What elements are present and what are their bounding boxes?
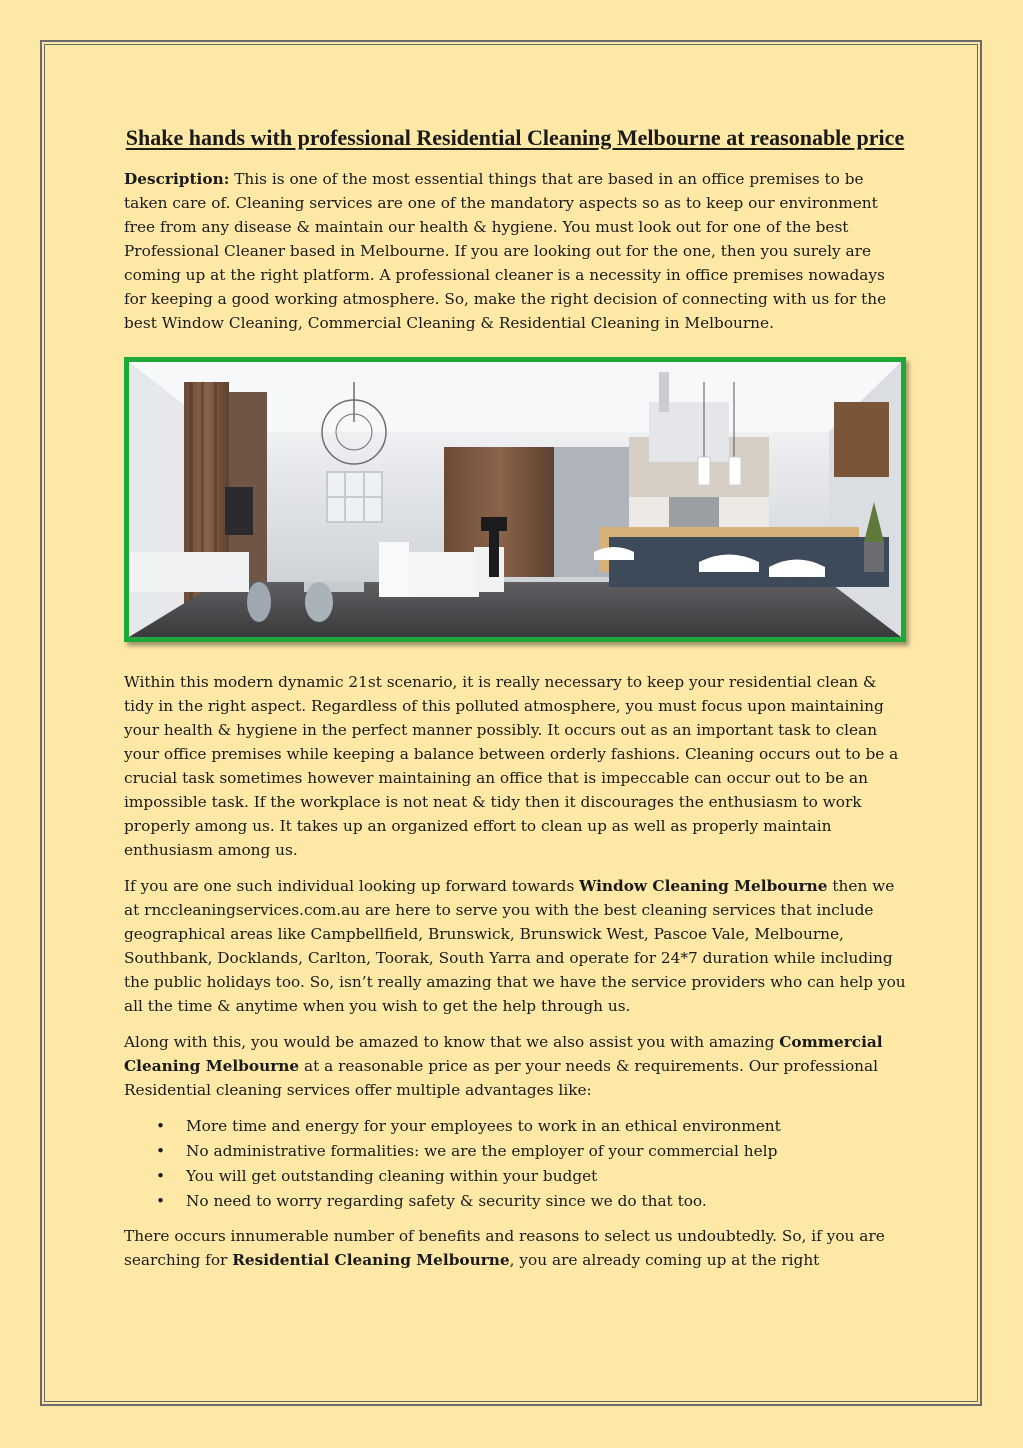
residential-cleaning-keyword: Residential Cleaning Melbourne [232,1251,510,1269]
paragraph-window-cleaning-text-1: If you are one such individual looking up forward towards [124,877,580,895]
paragraph-window-cleaning [124,874,906,1018]
list-item [156,1164,906,1189]
bullet-icon: • [156,1117,166,1135]
list-item [156,1114,906,1139]
description-paragraph [124,167,906,335]
description-label: Description: [124,170,230,188]
page-title: Shake hands with professional Residential Cleaning Melbourne at reasonable price [125,125,905,150]
window-cleaning-keyword: Window Cleaning Melbourne [579,877,828,895]
paragraph-modern-scenario: Within this modern dynamic 21st scenario, it is really necessary to keep your residential clean & tidy in the right aspect. Regardless of this polluted atmosphere, you must focus upon maintaining your health & hygiene in the perfect manner possibly. It occurs out as an important task to clean your office premises while keeping a balance between orderly fashions. Cleaning occurs out to be a crucial task sometimes however maintaining an office that is impeccable can occur out to be an impossible task. If the workplace is not neat & tidy then it discourages the enthusiasm to work properly among us. It takes up an organized effort to clean up as well as properly maintain enthusiasm among us. [124,673,899,859]
interior-photo [124,357,906,642]
advantage-text: No need to worry regarding safety & security since we do that too. [186,1192,707,1210]
bullet-icon: • [156,1167,166,1185]
document-body [124,122,906,1284]
commercial-cleaning-keyword: Commercial Cleaning Melbourne [124,1033,883,1075]
paragraph-commercial-cleaning-text-2: at a reasonable price as per your needs & requirements. Our professional Residential cleaning services offer multiple advantages like: [124,1057,879,1099]
list-item [156,1139,906,1164]
paragraph-window-cleaning-text-2: then we at rnccleaningservices.com.au are here to serve you with the best cleaning services that include geographical areas like Campbellfield, Brunswick, Brunswick West, Pascoe Vale, Melbourne, Southbank, Docklands, Carlton, Toorak, South Yarra and operate for 24*7 duration while including the public holidays too. So, isn’t really amazing that we have the service providers who can help you all the time & anytime when you wish to get the help through us. [124,877,906,1015]
paragraph-commercial-cleaning [124,1030,906,1102]
modern-interior-illustration [129,362,901,637]
advantage-text: You will get outstanding cleaning within your budget [186,1167,598,1185]
paragraph-residential-cleaning-text-1: There occurs innumerable number of benefits and reasons to select us undoubtedly. So, if you are searching for [124,1227,885,1269]
list-item [156,1189,906,1214]
advantage-text: More time and energy for your employees to work in an ethical environment [186,1117,781,1135]
paragraph-commercial-cleaning-text-1: Along with this, you would be amazed to know that we also assist you with amazing [124,1033,780,1051]
bullet-icon: • [156,1142,166,1160]
description-text: This is one of the most essential things that are based in an office premises to be taken care of. Cleaning services are one of the mandatory aspects so as to keep our environment free from any disease & maintain our health & hygiene. You must look out for one of the best Professional Cleaner based in Melbourne. If you are looking out for the one, then you surely are coming up at the right platform. A professional cleaner is a necessity in office premises nowadays for keeping a good working atmosphere. So, make the right decision of connecting with us for the best Window Cleaning, Commercial Cleaning & Residential Cleaning in Melbourne. [124,170,887,332]
advantages-list [124,1114,906,1214]
paragraph-residential-cleaning-text-2: , you are already coming up at the right [509,1251,820,1269]
advantage-text: No administrative formalities: we are the employer of your commercial help [186,1142,778,1160]
bullet-icon: • [156,1192,166,1210]
paragraph-residential-cleaning [124,1224,906,1272]
